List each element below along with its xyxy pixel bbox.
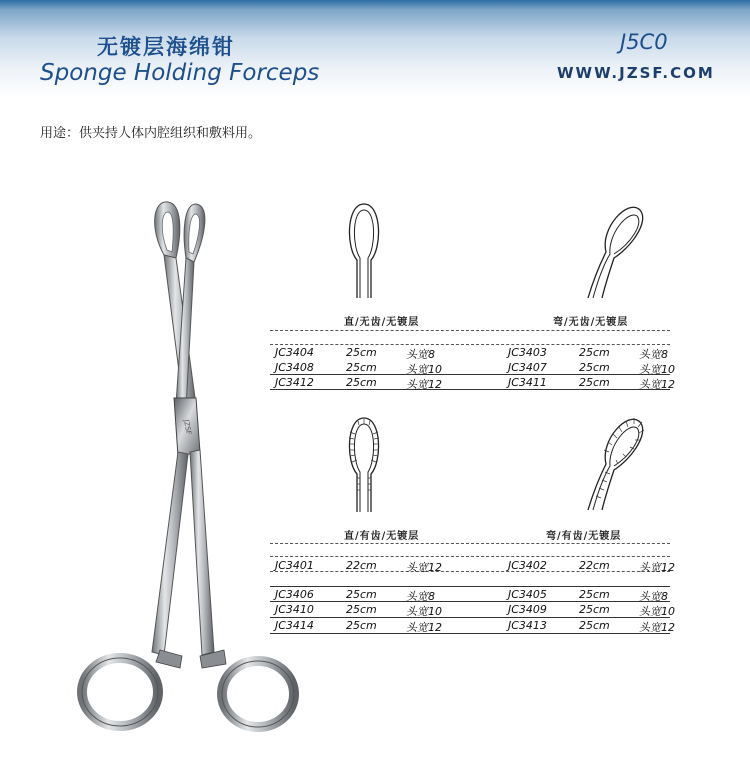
product-head-width: 头宽12 — [406, 378, 442, 391]
product-length: 25cm — [579, 346, 610, 359]
straight-smooth-label: 直/无齿/无镀层 — [344, 317, 420, 328]
product-head-width: 头宽12 — [406, 621, 442, 634]
product-code: JC3409 — [508, 603, 547, 616]
product-length: 25cm — [346, 346, 377, 359]
product-length: 25cm — [346, 376, 377, 389]
product-code: JC3413 — [508, 619, 547, 632]
product-head-width: 头宽8 — [406, 348, 435, 361]
product-code: JC3401 — [275, 559, 314, 572]
product-head-width: 头宽12 — [639, 561, 675, 574]
product-head-width: 头宽8 — [639, 590, 668, 603]
product-length: 25cm — [579, 376, 610, 389]
usage-text: 用途：供夹持人体内腔组织和敷料用。 — [40, 126, 262, 141]
product-code: JC3408 — [275, 361, 314, 374]
product-code: JC3410 — [275, 603, 314, 616]
table-divider — [270, 633, 670, 634]
product-code: JC3403 — [508, 346, 547, 359]
product-code: JC3406 — [275, 588, 314, 601]
straight-serrated-tip-icon — [340, 412, 390, 520]
sponge-forceps-icon — [60, 190, 320, 740]
product-length: 25cm — [579, 588, 610, 601]
product-head-width: 头宽10 — [406, 363, 442, 376]
product-head-width: 头宽10 — [639, 605, 675, 618]
website-link[interactable]: WWW.JZSF.COM — [557, 64, 715, 82]
page-title-cn: 无镀层海绵钳 — [97, 35, 235, 59]
product-length: 25cm — [579, 603, 610, 616]
curved-smooth-tip-icon — [580, 198, 660, 308]
product-code: JC3405 — [508, 588, 547, 601]
table-divider — [270, 330, 670, 331]
product-code: JC3414 — [275, 619, 314, 632]
product-length: 25cm — [346, 619, 377, 632]
product-head-width: 头宽12 — [406, 561, 442, 574]
product-head-width: 头宽12 — [639, 378, 675, 391]
catalog-code: J5C0 — [620, 30, 668, 54]
product-code: JC3412 — [275, 376, 314, 389]
product-length: 25cm — [579, 619, 610, 632]
product-code: JC3407 — [508, 361, 547, 374]
product-code: JC3411 — [508, 376, 547, 389]
svg-text:JZSF: JZSF — [182, 418, 193, 436]
product-code: JC3404 — [275, 346, 314, 359]
product-head-width: 头宽8 — [406, 590, 435, 603]
table-divider — [270, 374, 670, 375]
curved-smooth-label: 弯/无齿/无镀层 — [553, 317, 629, 328]
product-length: 25cm — [346, 588, 377, 601]
product-head-width: 头宽8 — [639, 348, 668, 361]
product-head-width: 头宽12 — [639, 621, 675, 634]
product-length: 22cm — [346, 559, 377, 572]
table-divider — [270, 601, 670, 602]
straight-serrated-label: 直/有齿/无镀层 — [344, 531, 420, 542]
table-divider — [270, 344, 670, 345]
table-divider — [270, 389, 670, 390]
product-head-width: 头宽10 — [406, 605, 442, 618]
table-divider — [270, 543, 670, 544]
product-length: 25cm — [346, 361, 377, 374]
table-divider — [270, 571, 670, 572]
table-divider — [270, 586, 670, 587]
page-title-en: Sponge Holding Forceps — [40, 60, 320, 86]
straight-smooth-tip-icon — [340, 198, 390, 308]
product-length: 22cm — [579, 559, 610, 572]
product-code: JC3402 — [508, 559, 547, 572]
product-length: 25cm — [346, 603, 377, 616]
product-length: 25cm — [579, 361, 610, 374]
curved-serrated-label: 弯/有齿/无镀层 — [546, 531, 622, 542]
product-head-width: 头宽10 — [639, 363, 675, 376]
curved-serrated-tip-icon — [580, 410, 660, 522]
table-divider — [270, 617, 670, 618]
table-divider — [270, 556, 670, 557]
